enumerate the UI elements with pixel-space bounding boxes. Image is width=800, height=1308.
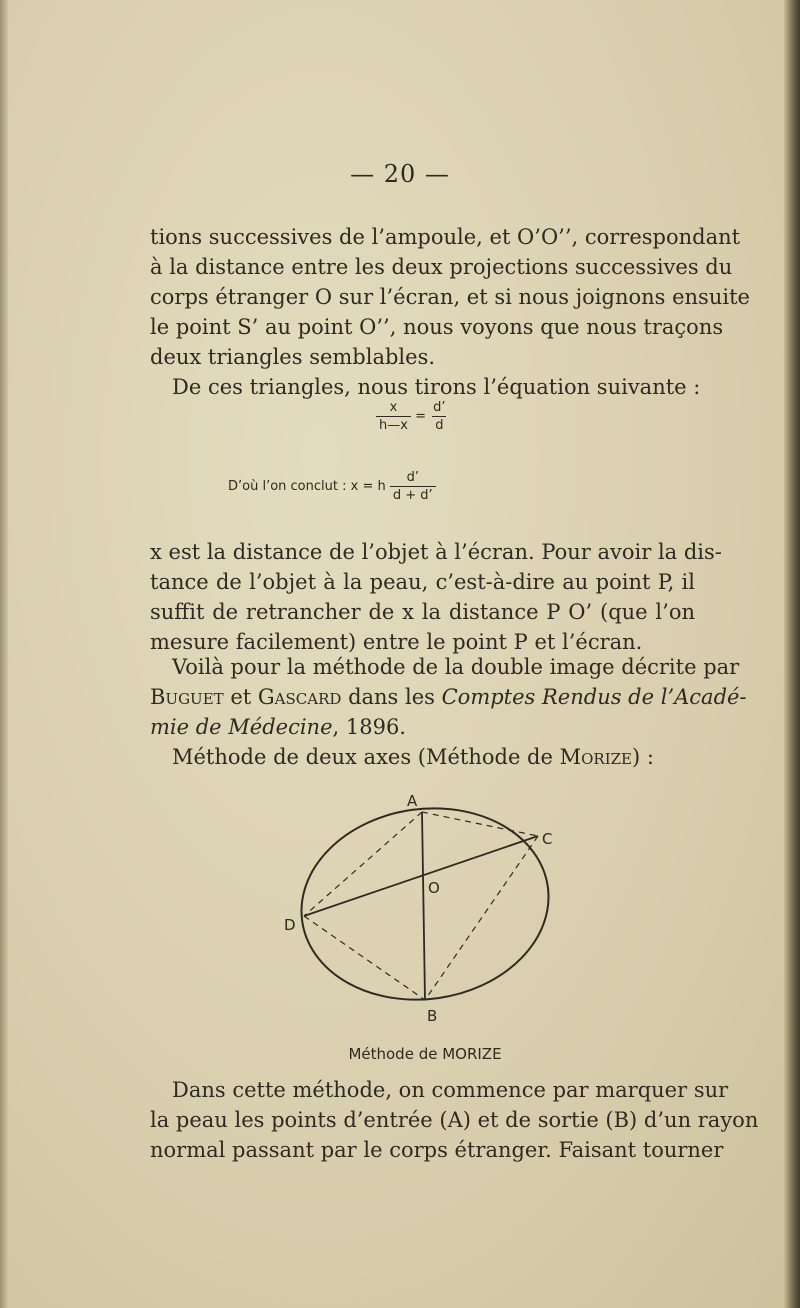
page-left-edge <box>0 0 8 1308</box>
point-d-label: D <box>284 916 296 934</box>
journal-title: Comptes Rendus de l’Acadé- <box>441 685 747 709</box>
text-line: deux triangles semblables. <box>150 345 436 369</box>
text-line: la peau les points d’entrée (A) et de sortie (B) d’un rayon <box>150 1108 759 1132</box>
equation-ratio <box>376 400 449 433</box>
figure-caption: Méthode de MORIZE <box>348 1045 502 1063</box>
eq1-rhs-denominator: d <box>432 416 446 433</box>
text-line: tance de l’objet à la peau, c’est-à-dire au point P, il <box>150 570 695 594</box>
eq2-prefix: D’où l’on conclut : x = h <box>228 479 386 494</box>
text-span: dans les <box>341 685 442 709</box>
dashed-a-d <box>304 812 422 916</box>
equation-conclusion <box>228 470 436 503</box>
text-line: suffit de retrancher de x la distance P O’ (que l’on <box>150 600 695 624</box>
eq1-lhs-denominator: h—x <box>376 416 411 433</box>
page-number: — 20 — <box>350 160 450 188</box>
text-line <box>150 712 695 742</box>
text-line <box>150 682 747 712</box>
eq2-numerator: d’ <box>406 470 419 485</box>
paragraph-2: De ces triangles, nous tirons l’équation suivante : <box>172 375 701 399</box>
eq1-equals: = <box>415 409 426 424</box>
point-c-label: C <box>542 830 553 848</box>
text-line: à la distance entre les deux projections successives du <box>150 255 733 279</box>
text-line: x est la distance de l’objet à l’écran. Pour avoir la dis- <box>150 540 722 564</box>
journal-title-cont: mie de Médecine <box>150 715 333 739</box>
text-span: , 1896. <box>332 715 406 739</box>
text-line: mesure facilement) entre le point P et l’écran. <box>150 630 643 654</box>
text-span: Méthode de deux axes (Méthode de <box>172 745 560 769</box>
eq1-rhs-numerator: d’ <box>433 400 446 415</box>
text-line: corps étranger O sur l’écran, et si nous joignons ensuite <box>150 285 750 309</box>
text-span: ) : <box>632 745 654 769</box>
point-a-label: A <box>407 792 418 810</box>
eq2-denominator: d + d’ <box>390 486 436 503</box>
axis-d-c <box>304 836 538 916</box>
point-b-label: B <box>427 1007 438 1025</box>
dashed-c-b <box>425 836 538 1000</box>
text-line: Dans cette méthode, on commence par marquer sur <box>172 1078 729 1102</box>
text-line: le point S’ au point O’’, nous voyons que nous traçons <box>150 315 724 339</box>
eq1-lhs-numerator: x <box>389 400 398 415</box>
author-buguet: Buguet <box>150 685 224 709</box>
text-line: normal passant par le corps étranger. Faisant tourner <box>150 1138 724 1162</box>
point-o-label: O <box>428 879 440 897</box>
dashed-d-b <box>304 916 425 1000</box>
author-gascard: Gascard <box>257 685 342 709</box>
paragraph-5 <box>172 742 695 772</box>
text-span: et <box>223 685 258 709</box>
text-line: Voilà pour la méthode de la double image décrite par <box>172 655 740 679</box>
page-right-edge <box>784 0 800 1308</box>
text-line: tions successives de l’ampoule, et O’O’’, correspondant <box>150 225 741 249</box>
author-morize: Morize <box>559 745 633 769</box>
axis-a-b <box>422 812 425 1000</box>
morize-diagram <box>270 780 580 1030</box>
